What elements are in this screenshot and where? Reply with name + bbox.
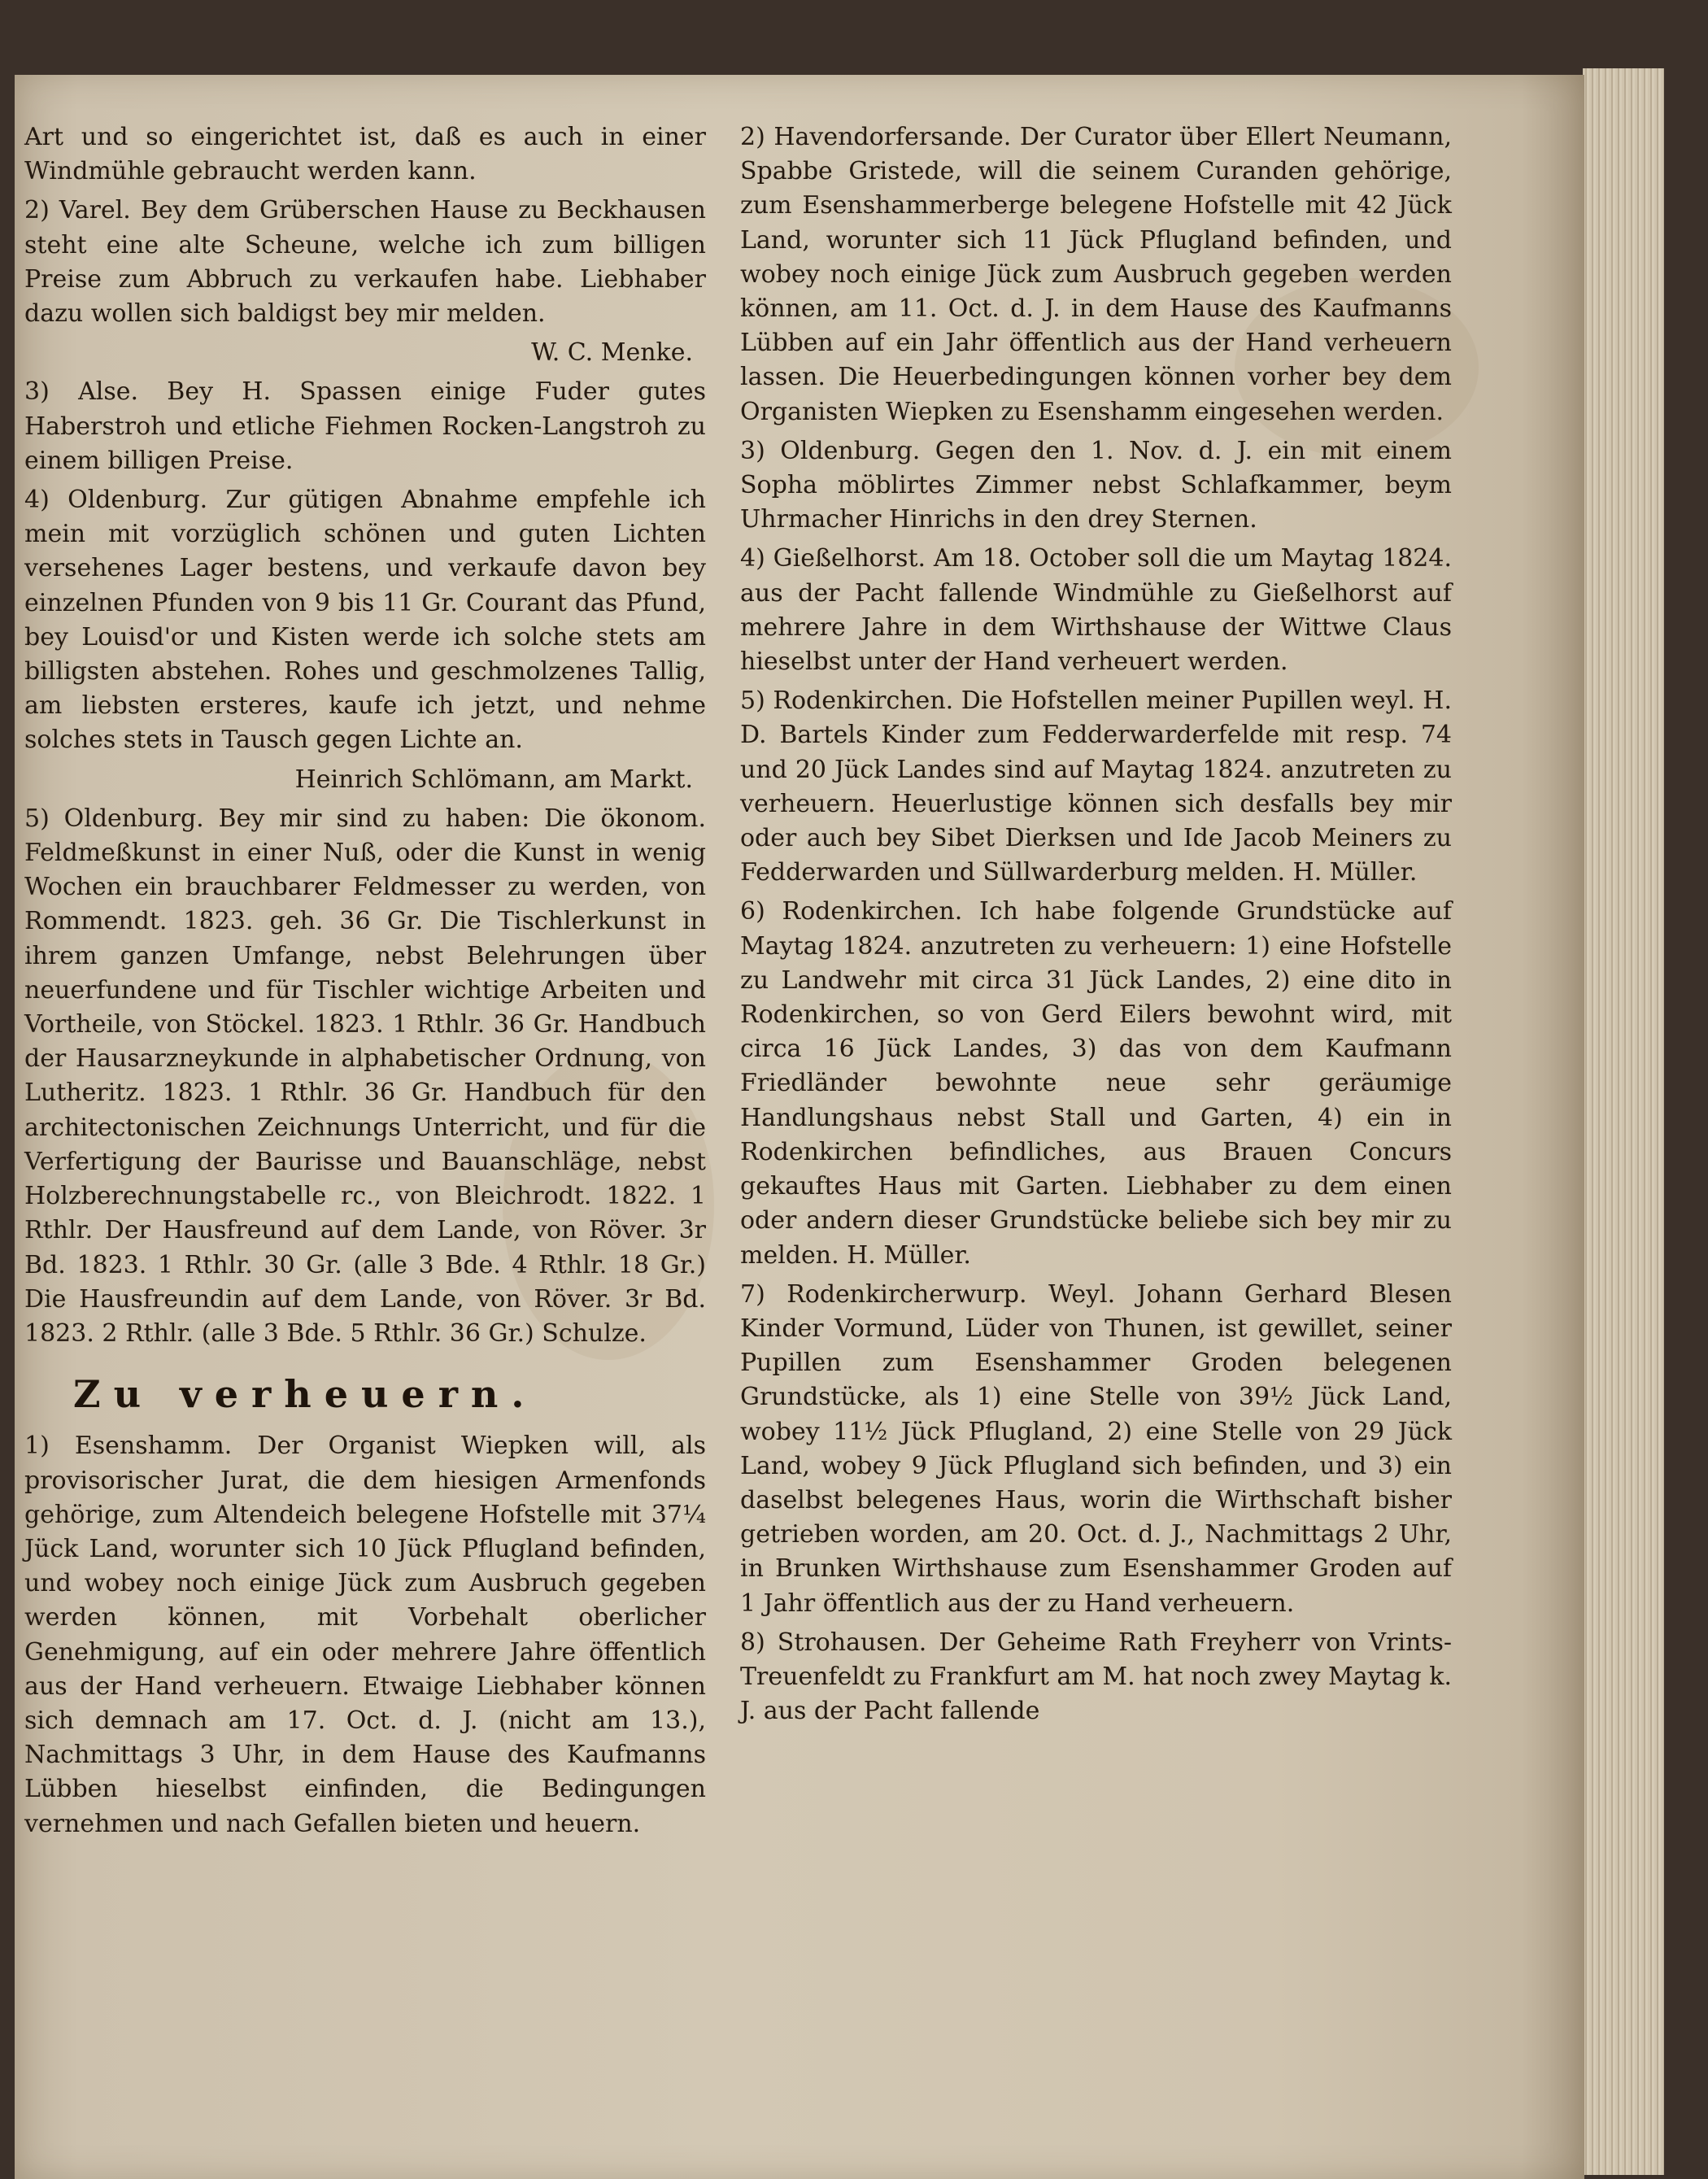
- notice-paragraph: 4) Oldenburg. Zur gütigen Abnahme empfehle ich mein mit vorzüglich schönen und guten Lichten versehenes Lager bestens, und verkaufe davon bey einzelnen Pfunden von 9 bis 11 Gr. Courant das Pfund, bey Louisd'or und Kisten werde ich solche stets am billigsten abstehen. Rohes und geschmolzenes Tallig, am liebsten ersteres, kaufe ich jetzt, und nehme solches stets in Tausch gegen Lichte an.: [24, 486, 706, 755]
- notice-paragraph: 3) Alse. Bey H. Spassen einige Fuder gutes Haberstroh und etliche Fiehmen Rocken-Langstroh zu einem billigen Preise.: [24, 377, 706, 475]
- notice-paragraph: 5) Rodenkirchen. Die Hofstellen meiner Pupillen weyl. H. D. Bartels Kinder zum Fedderwarderfelde mit resp. 74 und 20 Jück Landes sind auf Maytag 1824. anzutreten zu verheuern. Heuerlustige können sich desfalls bey mir oder auch bey Sibet Dierksen und Ide Jacob Meiners zu Fedderwarden und Süllwarderburg melden. H. Müller.: [740, 686, 1452, 887]
- notice-signature: Heinrich Schlömann, am Markt.: [294, 765, 693, 794]
- notice-paragraph: 8) Strohausen. Der Geheime Rath Freyherr von Vrints-Treuenfeldt zu Frankfurt am M. hat noch zwey Maytag k. J. aus der Pacht fallende: [740, 1628, 1452, 1726]
- notice-paragraph: 6) Rodenkirchen. Ich habe folgende Grundstücke auf Maytag 1824. anzutreten zu verheuern: 1) eine Hofstelle zu Landwehr mit circa 31 Jück Landes, 2) eine dito in Rodenkirchen, so von Gerd Eilers bewohnt wird, mit circa 16 Jück Landes, 3) das von dem Kaufmann Friedländer bewohnte neue sehr geräumige Handlungshaus nebst Stall und Garten, 4) ein in Rodenkirchen befindliches, aus Brauen Concurs gekauftes Haus mit Garten. Liebhaber zu dem einen oder andern dieser Grundstücke beliebe sich bey mir zu melden. H. Müller.: [740, 897, 1452, 1270]
- notice-paragraph: 3) Oldenburg. Gegen den 1. Nov. d. J. ein mit einem Sopha möblirtes Zimmer nebst Schlafkammer, beym Uhrmacher Hinrichs in den drey Sternen.: [740, 436, 1452, 534]
- notice-paragraph: 5) Oldenburg. Bey mir sind zu haben: Die ökonom. Feldmeßkunst in einer Nuß, oder die Kunst in wenig Wochen ein brauchbarer Feldmesser zu werden, von Rommendt. 1823. geh. 36 Gr. Die Tischlerkunst in ihrem ganzen Umfange, nebst Belehrungen über neuerfundene und für Tischler wichtige Arbeiten und Vortheile, von Stöckel. 1823. 1 Rthlr. 36 Gr. Handbuch der Hausarzneykunde in alphabetischer Ordnung, von Lutheritz. 1823. 1 Rthlr. 36 Gr. Handbuch für den architectonischen Zeichnungs Unterricht, und für die Verfertigung der Baurisse und Bauanschläge, nebst Holzberechnungstabelle rc., von Bleichrodt. 1822. 1 Rthlr. Der Hausfreund auf dem Lande, von Röver. 3r Bd. 1823. 1 Rthlr. 30 Gr. (alle 3 Bde. 4 Rthlr. 18 Gr.) Die Hausfreundin auf dem Lande, von Röver. 3r Bd. 1823. 2 Rthlr. (alle 3 Bde. 5 Rthlr. 36 Gr.) Schulze.: [24, 804, 706, 1348]
- notice-paragraph: 1) Esenshamm. Der Organist Wiepken will, als provisorischer Jurat, die dem hiesigen Armenfonds gehörige, zum Altendeich belegene Hofstelle mit 37¼ Jück Land, worunter sich 10 Jück Pflugland befinden, und wobey noch einige Jück zum Ausbruch gegeben werden können, mit Vorbehalt oberlicher Genehmigung, auf ein oder mehrere Jahre öffentlich aus der Hand verheuern. Etwaige Liebhaber können sich demnach am 17. Oct. d. J. (nicht am 13.), Nachmittags 3 Uhr, in dem Hause des Kaufmanns Lübben hieselbst einfinden, die Bedingungen vernehmen und nach Gefallen bieten und heuern.: [24, 1432, 706, 1838]
- notice-signature: W. C. Menke.: [531, 338, 693, 368]
- left-column: [24, 120, 706, 1846]
- notice-paragraph: Art und so eingerichtet ist, daß es auch in einer Windmühle gebraucht werden kann.: [24, 123, 706, 186]
- right-column: [740, 120, 1452, 1733]
- section-heading: Zu verheuern.: [73, 1372, 538, 1417]
- notice-paragraph: 4) Gießelhorst. Am 18. October soll die um Maytag 1824. aus der Pacht fallende Windmühle zu Gießelhorst auf mehrere Jahre in dem Wirthshause der Wittwe Claus hieselbst unter der Hand verheuert werden.: [740, 544, 1452, 677]
- notice-paragraph: 7) Rodenkircherwurp. Weyl. Johann Gerhard Blesen Kinder Vormund, Lüder von Thunen, ist gewillet, seiner Pupillen zum Esenshammer Groden belegenen Grundstücke, als 1) eine Stelle von 39½ Jück Land, wobey 11½ Jück Pflugland, 2) eine Stelle von 29 Jück Land, wobey 9 Jück Pflugland sich befinden, und 3) ein daselbst belegenes Haus, worin die Wirthschaft bisher getrieben worden, am 20. Oct. d. J., Nachmittags 2 Uhr, in Brunken Wirthshause zum Esenshammer Groden auf 1 Jahr öffentlich aus der zu Hand verheuern.: [740, 1279, 1452, 1618]
- page-edge-stack: [1583, 68, 1664, 2175]
- notice-paragraph: 2) Havendorfersande. Der Curator über Ellert Neumann, Spabbe Gristede, will die seinem Curanden gehörige, zum Esenshammerberge belegene Hofstelle mit 42 Jück Land, worunter sich 11 Jück Pflugland befinden, und wobey noch einige Jück zum Ausbruch gegeben werden können, am 11. Oct. d. J. in dem Hause des Kaufmanns Lübben auf ein Jahr öffentlich aus der Hand verheuern lassen. Die Heuerbedingungen können vorher bey dem Organisten Wiepken zu Esenshamm eingesehen werden.: [740, 123, 1452, 426]
- notice-paragraph: 2) Varel. Bey dem Grüberschen Hause zu Beckhausen steht eine alte Scheune, welche ich zum billigen Preise zum Abbruch zu verkaufen habe. Liebhaber dazu wollen sich baldigst bey mir melden.: [24, 196, 706, 329]
